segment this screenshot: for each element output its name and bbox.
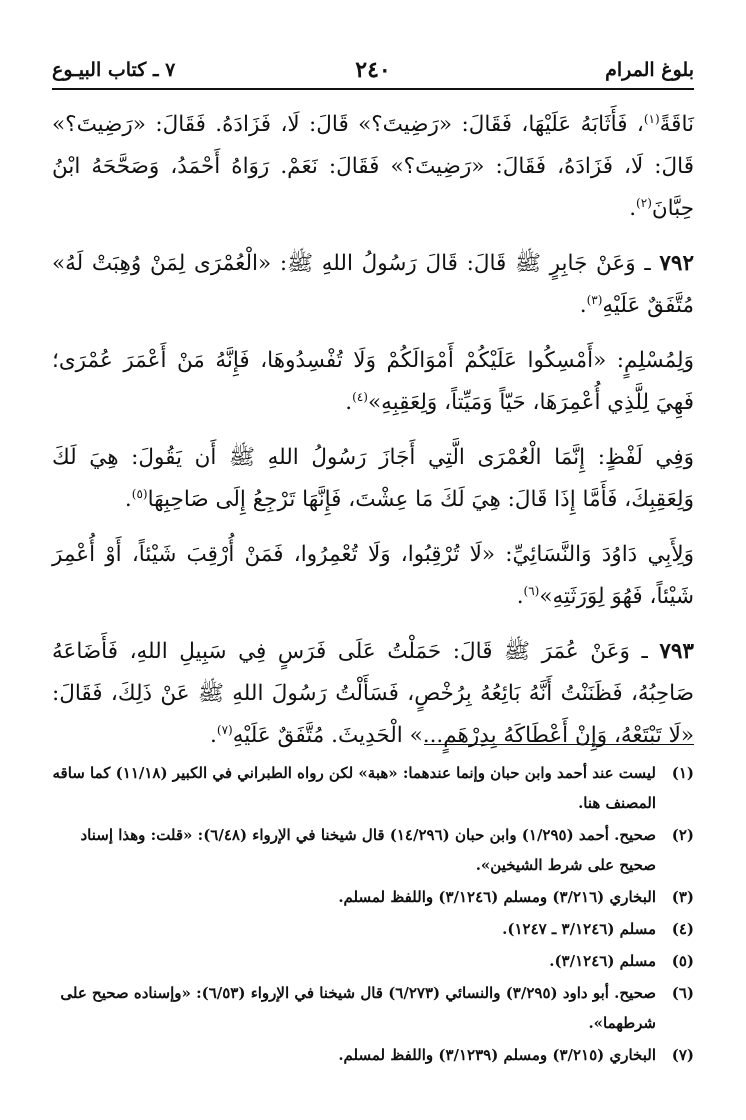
chapter-title: ٧ ـ كتاب البيـوع <box>52 59 176 81</box>
footnote: (٤) مسلم (٣/١٢٤٦ ـ ١٢٤٧). <box>502 920 694 938</box>
footnote: (٢) صحيح. أحمد (١/٢٩٥) وابن حبان (١٤/٢٩٦) قال شيخنا في الإرواء (٦/٤٨): «قلت: وهذا إسناد صحيح على شرط الشيخين». <box>80 826 694 874</box>
paragraph: وَلِمُسْلِمٍ: «أَمْسِكُوا عَلَيْكُمْ أَمْوَالَكُمْ وَلَا تُفْسِدُوهَا، فَإِنَّهُ مَنْ أَعْمَرَ عُمْرَى؛ فَهِيَ لِلَّذِي أُعْمِرَهَا، حَيّاً وَمَيِّتاً، وَلِعَقِبِهِ»$^{(٤)}$. <box>52 348 694 415</box>
paragraph: وَفِي لَفْظٍ: إِنَّمَا الْعُمْرَى الَّتِي أَجَازَ رَسُولُ اللهِ ﷺ أَن يَقُولَ: هِيَ لَكَ وَلِعَقِبِكَ، فَأَمَّا إِذَا قَالَ: هِيَ لَكَ مَا عِشْتَ، فَإِنَّهَا تَرْجِعُ إِلَى صَاحِبِهَا$^{(٥)}$. <box>52 445 694 512</box>
paragraph: نَاقَةً$^{(١)}$، فَأَثَابَهُ عَلَيْهَا، فَقَالَ: «رَضِيتَ؟» قَالَ: لَا، فَزَادَهُ. فَقَالَ: «رَضِيتَ؟» قَالَ: لَا، فَزَادَهُ، فَقَالَ: «رَضِيتَ؟» فَقَالَ: نَعَمْ. رَوَاهُ أَحْمَدُ، وَصَحَّحَهُ ابْنُ حِبَّانَ$^{(٢)}$. <box>52 111 694 221</box>
footnote-divider <box>424 744 694 745</box>
footnote: (٦) صحيح. أبو داود (٣/٢٩٥) والنسائي (٦/٢٧٣) قال شيخنا في الإرواء (٦/٥٣): «وإسناده صحيح على شرطهما». <box>60 984 694 1032</box>
hadith-paragraph: ٧٩٣ ـ وَعَنْ عُمَرَ ﷺ قَالَ: حَمَلْتُ عَلَى فَرَسٍ فِي سَبِيلِ اللهِ، فَأَضَاعَهُ صَاحِبُهُ، فَظَنَنْتُ أَنَّهُ بَائِعُهُ بِرُخْصٍ، فَسَأَلْتُ رَسُولَ اللهِ ﷺ عَنْ ذَلِكَ، فَقَالَ: «لَا تَبْتَعْهُ، وَإِنْ أَعْطَاكَهُ بِدِرْهَمٍ...» الْحَدِيثَ. مُتَّفَقٌ عَلَيْهِ$^{(٧)}$. <box>52 639 694 748</box>
footnote: (٧) البخاري (٣/٢١٥) ومسلم (٣/١٢٣٩) واللفظ لمسلم. <box>338 1046 694 1064</box>
paragraph: وَلِأَبِي دَاوُدَ وَالنَّسَائِيِّ: «لَا تُرْقِبُوا، وَلَا تُعْمِرُوا، فَمَنْ أُرْقِبَ شَيْئاً، أَوْ أُعْمِرَ شَيْئاً، فَهُوَ لِوَرَثَتِهِ»$^{(٦)}$. <box>52 542 694 609</box>
hadith-paragraph: ٧٩٢ ـ وَعَنْ جَابِرٍ ﷺ قَالَ: قَالَ رَسُولُ اللهِ ﷺ: «الْعُمْرَى لِمَنْ وُهِبَتْ لَهُ» مُتَّفَقٌ عَلَيْهِ$^{(٣)}$. <box>52 251 694 318</box>
footnotes <box>52 758 694 1072</box>
footnote: (٣) البخاري (٣/٢١٦) ومسلم (٣/١٢٤٦) واللفظ لمسلم. <box>338 888 694 906</box>
main-text <box>52 104 694 770</box>
footnote: (٥) مسلم (٣/١٢٤٦). <box>549 952 694 970</box>
hadith-number: ٧٩٢ <box>659 251 694 276</box>
book-title: بلوغ المرام <box>605 59 694 81</box>
page-header <box>52 52 694 90</box>
page-number: ٢٤٠ <box>355 57 391 83</box>
hadith-number: ٧٩٣ <box>659 639 694 664</box>
footnote: (١) ليست عند أحمد وابن حبان وإنما عندهما: «هبة» لكن رواه الطبراني في الكبير (١١/١٨) كما ساقه المصنف هنا. <box>52 764 694 812</box>
